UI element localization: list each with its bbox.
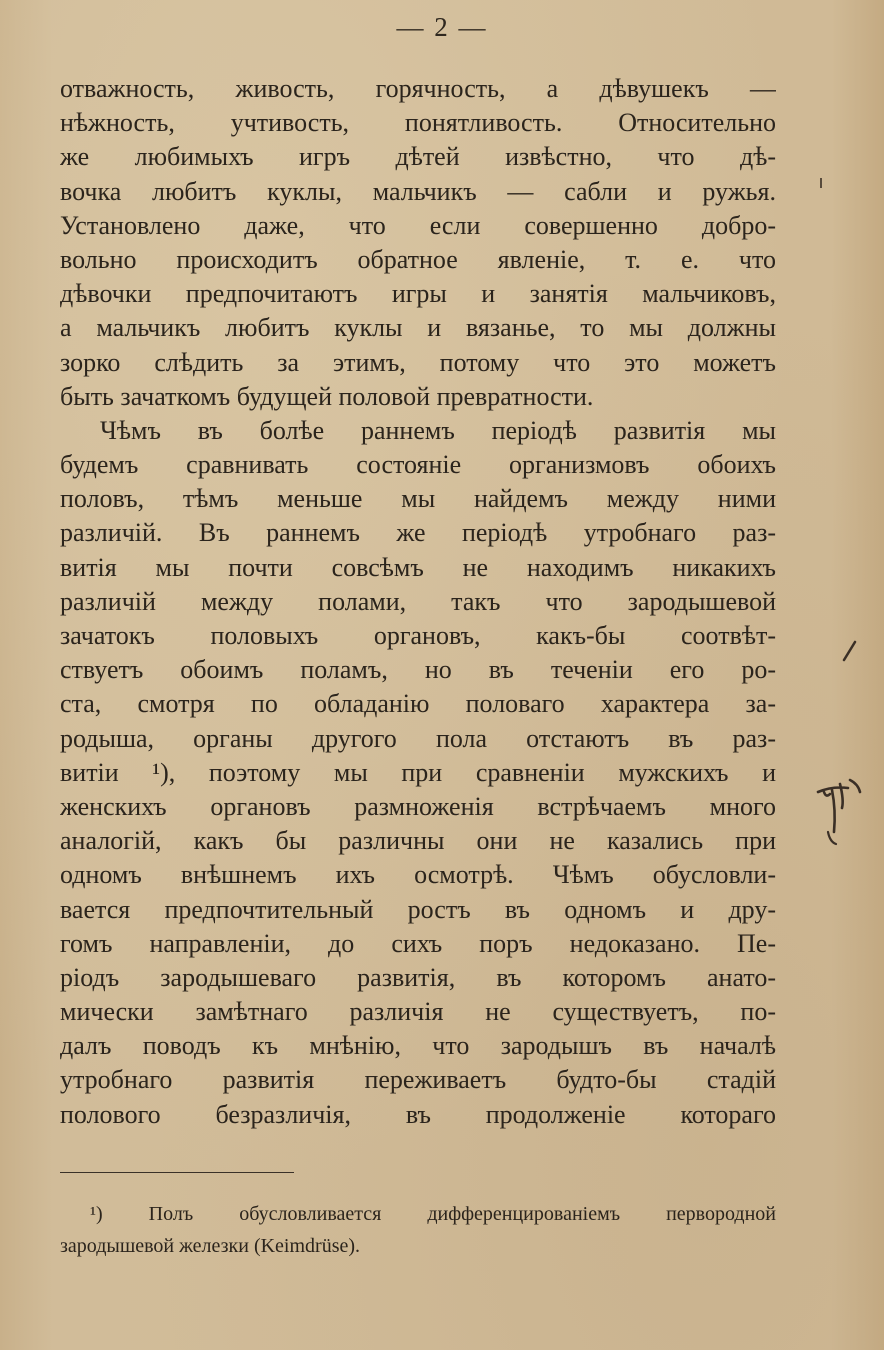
text-line-paragraph-start: Чѣмъ въ болѣе раннемъ періодѣ развитія мы bbox=[100, 415, 776, 445]
text-line: отважность, живость, горячность, а дѣвушекъ — bbox=[60, 74, 776, 103]
text-line: различій между полами, такъ что зародышевой bbox=[60, 586, 776, 616]
text-line: ствуетъ обоимъ поламъ, но въ теченіи его ро- bbox=[60, 655, 776, 685]
handwritten-margin-mark bbox=[814, 770, 866, 852]
ink-speck-mark bbox=[818, 176, 824, 190]
text-line: одномъ внѣшнемъ ихъ осмотрѣ. Чѣмъ обусловли- bbox=[60, 860, 776, 890]
text-line: ріодъ зародышеваго развитія, въ которомъ анато- bbox=[60, 962, 776, 992]
text-line: различій. Въ раннемъ же періодѣ утробнаго раз- bbox=[60, 518, 776, 548]
text-line: вочка любитъ куклы, мальчикъ — сабли и ружья. bbox=[60, 176, 776, 206]
text-line: быть зачаткомъ будущей половой превратности. bbox=[60, 381, 594, 411]
page-number: — 2 — bbox=[396, 12, 488, 42]
text-line: родыша, органы другого пола отстаютъ въ раз- bbox=[60, 723, 776, 753]
text-line: Установлено даже, что если совершенно добро- bbox=[60, 210, 776, 240]
footnotes bbox=[60, 1198, 776, 1262]
text-line: нѣжность, учтивость, понятливость. Относительно bbox=[60, 108, 776, 138]
text-line: мически замѣтнаго различія не существуетъ, по- bbox=[60, 997, 776, 1027]
text-line: женскихъ органовъ размноженія встрѣчаемъ много bbox=[60, 791, 776, 821]
text-line: дѣвочки предпочитаютъ игры и занятія мальчиковъ, bbox=[60, 279, 776, 309]
text-line: гомъ направленіи, до сихъ поръ недоказано. Пе- bbox=[60, 928, 776, 958]
text-line: зорко слѣдить за этимъ, потому что это можетъ bbox=[60, 347, 776, 377]
text-line: половъ, тѣмъ меньше мы найдемъ между ними bbox=[60, 484, 776, 514]
text-line: утробнаго развитія переживаетъ будто-бы стадій bbox=[60, 1065, 776, 1095]
text-line: же любимыхъ игръ дѣтей извѣстно, что дѣ- bbox=[60, 142, 776, 172]
text-line: аналогій, какъ бы различны они не казались при bbox=[60, 826, 776, 856]
text-line: будемъ сравнивать состояніе организмовъ обоихъ bbox=[60, 450, 776, 480]
text-line: полового безразличія, въ продолженіе котораго bbox=[60, 1099, 776, 1129]
footnote-line: ¹) Полъ обусловливается дифференцированіемъ первородной bbox=[90, 1203, 776, 1225]
text-line: вольно происходитъ обратное явленіе, т. е. что bbox=[60, 244, 776, 274]
text-line: ста, смотря по обладанію половаго характера за- bbox=[60, 689, 776, 719]
text-line: вается предпочтительный ростъ въ одномъ и дру- bbox=[60, 894, 776, 924]
text-line: витіи ¹), поэтому мы при сравненіи мужскихъ и bbox=[60, 757, 776, 787]
text-line: зачатокъ половыхъ органовъ, какъ-бы соотвѣт- bbox=[60, 621, 776, 650]
pencil-tick-mark bbox=[840, 636, 860, 664]
text-line: витія мы почти совсѣмъ не находимъ никакихъ bbox=[60, 552, 776, 582]
footnote-line: зародышевой железки (Keimdrüse). bbox=[60, 1235, 361, 1257]
text-line: далъ поводъ къ мнѣнію, что зародышъ въ началѣ bbox=[60, 1031, 776, 1061]
body-text bbox=[60, 72, 776, 1132]
footnote-divider bbox=[60, 1172, 294, 1173]
text-line: а мальчикъ любитъ куклы и вязанье, то мы должны bbox=[60, 313, 776, 343]
